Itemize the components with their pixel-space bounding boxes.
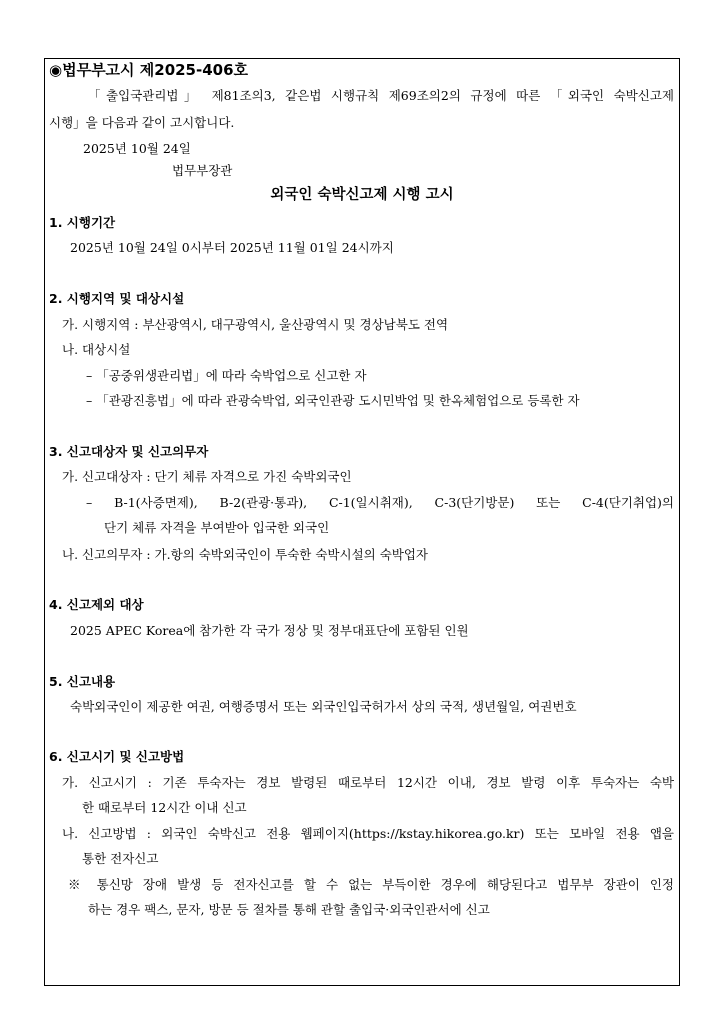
list-item: 나. 신고방법 : 외국인 숙박신고 전용 웹페이지(https://kstay.hikorea.go.kr) 또는 모바일 전용 앱을: [62, 826, 674, 841]
notice-issuer: 법무부장관: [172, 163, 233, 178]
notice-date: 2025년 10월 24일: [83, 141, 191, 156]
notice-number: ◉법무부고시 제2025-406호: [49, 61, 249, 79]
section-heading: 5. 신고내용: [49, 674, 116, 689]
section-body: 숙박외국인이 제공한 여권, 여행증명서 또는 외국인입국허가서 상의 국적, 생년월일, 여권번호: [70, 699, 577, 714]
section-heading: 2. 시행지역 및 대상시설: [49, 291, 185, 306]
list-item: 가. 시행지역 : 부산광역시, 대구광역시, 울산광역시 및 경상남북도 전역: [62, 317, 449, 332]
list-item: – 「공중위생관리법」에 따라 숙박업으로 신고한 자: [86, 368, 367, 383]
list-item: – 「관광진흥법」에 따라 관광숙박업, 외국인관광 도시민박업 및 한옥체험업으로 등록한 자: [86, 393, 580, 408]
section-heading: 6. 신고시기 및 신고방법: [49, 749, 185, 764]
list-item-continuation: 한 때로부터 12시간 이내 신고: [82, 800, 247, 815]
note: ※ 통신망 장애 발생 등 전자신고를 할 수 없는 부득이한 경우에 해당된다고 법무부 장관이 인정: [68, 877, 674, 892]
preamble-line: 시행」을 다음과 같이 고시합니다.: [49, 115, 235, 130]
section-body: 2025년 10월 24일 0시부터 2025년 11월 01일 24시까지: [70, 240, 394, 255]
list-item-continuation: 단기 체류 자격을 부여받아 입국한 외국인: [104, 520, 330, 535]
section-body: 2025 APEC Korea에 참가한 각 국가 정상 및 정부대표단에 포함된 인원: [70, 623, 469, 638]
list-item: 가. 신고대상자 : 단기 체류 자격으로 가진 숙박외국인: [62, 469, 352, 484]
note-continuation: 하는 경우 팩스, 문자, 방문 등 절차를 통해 관할 출입국·외국인관서에 신고: [88, 902, 490, 917]
list-item: 나. 신고의무자 : 가.항의 숙박외국인이 투숙한 숙박시설의 숙박업자: [62, 547, 428, 562]
list-item: – B-1(사증면제), B-2(관광·통과), C-1(일시취재), C-3(단기방문) 또는 C-4(단기취업)의: [86, 495, 674, 510]
list-item-continuation: 통한 전자신고: [82, 851, 159, 866]
section-heading: 1. 시행기간: [49, 215, 116, 230]
section-heading: 4. 신고제외 대상: [49, 597, 144, 612]
list-item: 가. 신고시기 : 기존 투숙자는 경보 발령된 때로부터 12시간 이내, 경보 발령 이후 투숙자는 숙박: [62, 775, 674, 790]
preamble-line: 「출입국관리법」 제81조의3, 같은법 시행규칙 제69조의2의 규정에 따른 「외국인 숙박신고제: [88, 88, 674, 103]
list-item: 나. 대상시설: [62, 342, 131, 357]
document-title: 외국인 숙박신고제 시행 고시: [270, 187, 454, 203]
section-heading: 3. 신고대상자 및 신고의무자: [49, 444, 209, 459]
